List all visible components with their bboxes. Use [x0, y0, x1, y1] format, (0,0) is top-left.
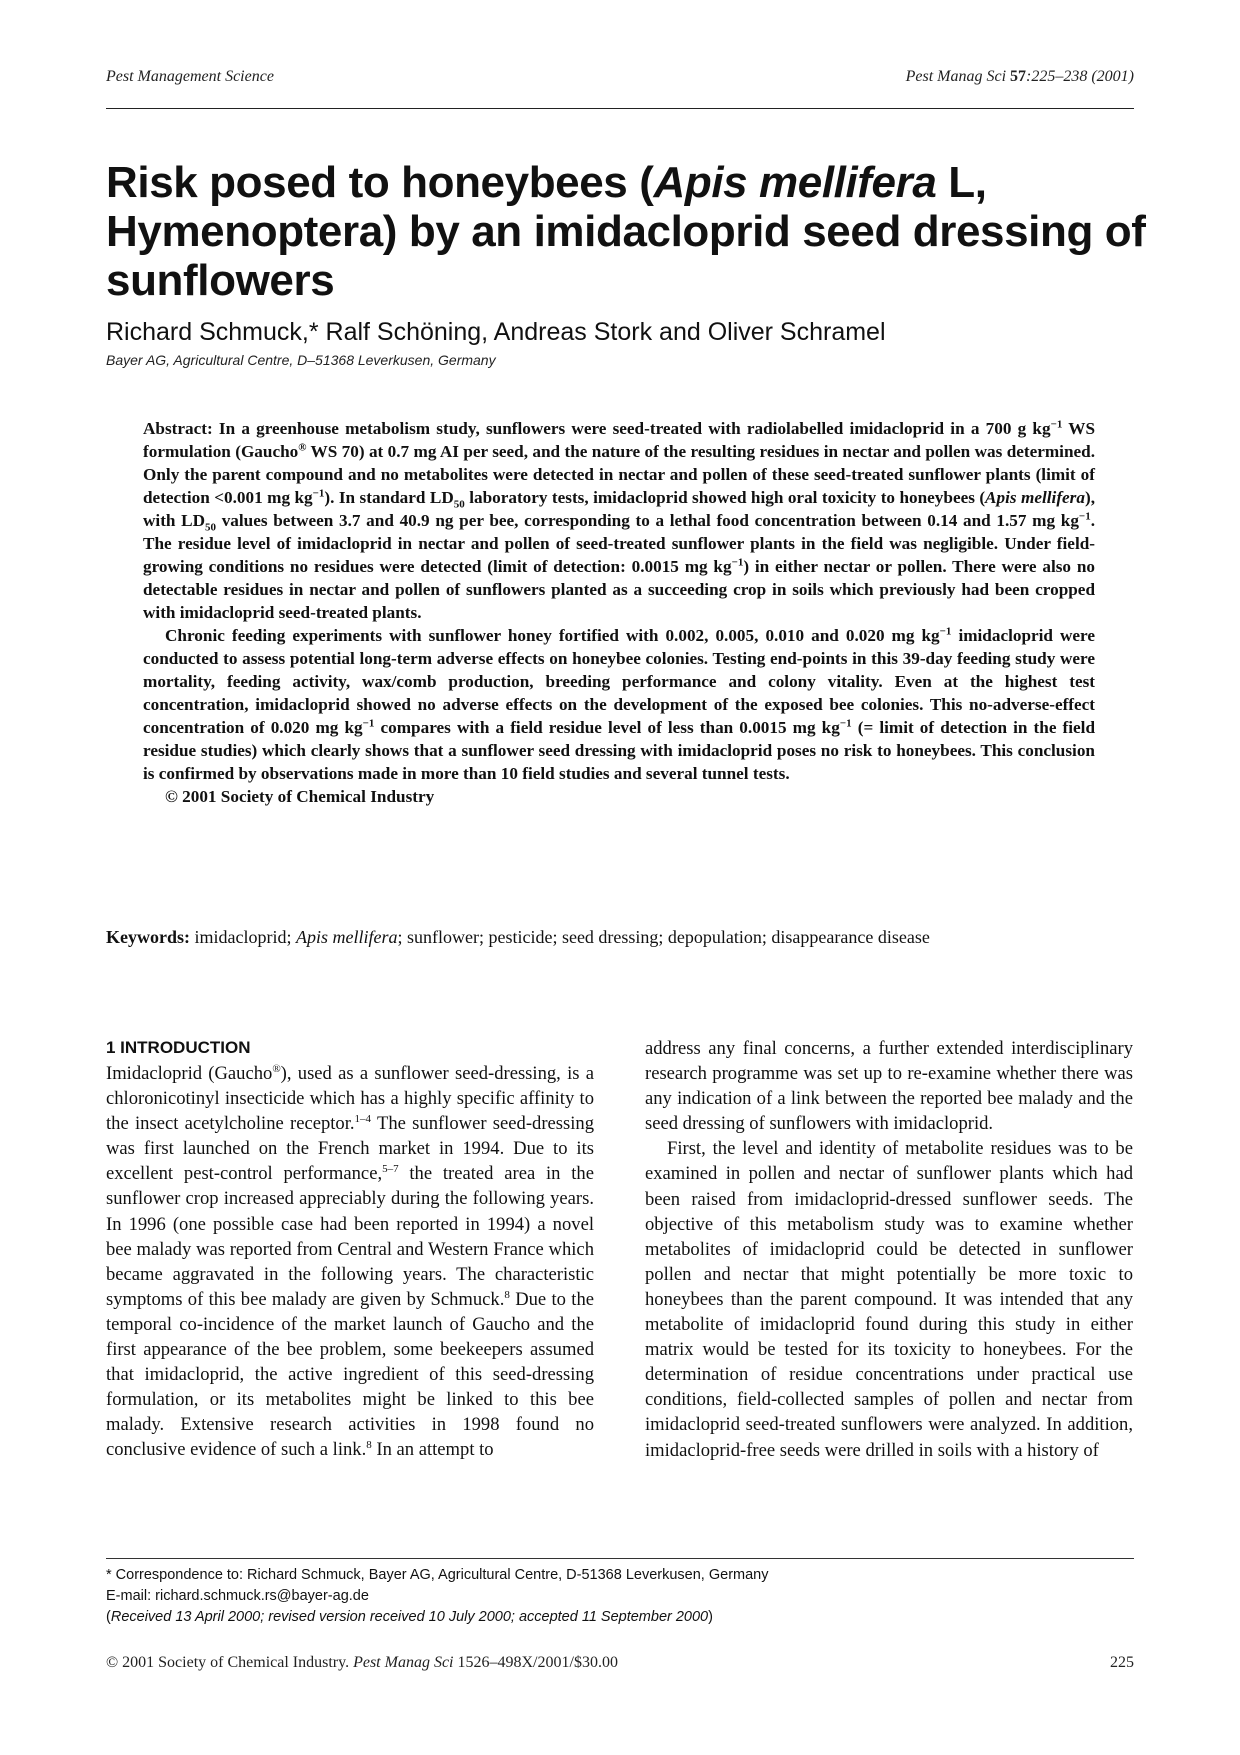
- intro-paragraph-1: Imidacloprid (Gaucho®), used as a sunflower seed-dressing, is a chloronicotinyl insecticide which has a highly specific affinity to the insect acetylcholine receptor.$^{1-4}$ The sunflower seed-dressing was first launched on the French market in 1994. Due to its excellent pest-control performance,$^{5-7}$ the treated area in the sunflower crop increased appreciably during the following years. In 1996 (one possible case had been reported in 1994) a novel bee malady was reported from Central and Western France which became aggravated in the following years. The characteristic symptoms of this bee malady are given by Schmuck.$^8$ Due to the temporal co-incidence of the market launch of Gaucho and the first appearance of the bee problem, some beekeepers assumed that imidacloprid, the active ingredient of this seed-dressing formulation, or its metabolites might be linked to this bee malady. Extensive research activities in 1998 found no conclusive evidence of such a link.$^8$ In an attempt to: [106, 1062, 594, 1461]
- footnote-email: E-mail: richard.schmuck.rs@bayer-ag.de: [106, 1588, 369, 1604]
- citation-ref: 8: [504, 1288, 510, 1301]
- abstract-paragraph-1: Abstract: In a greenhouse metabolism study, sunflowers were seed-treated with radiolabelled imidacloprid in a 700 g $kg^{-1}$ WS formulation (Gaucho® WS 70) at 0.7 mg AI per seed, and the nature of the resulting residues in nectar and pollen was determined. Only the parent compound and no metabolites were detected in nectar and pollen of these seed-treated sunflower plants (limit of detection <0.001 mg $kg^{-1}$). In standard $LD_{50}$ laboratory tests, imidacloprid showed high oral toxicity to honeybees (Apis mellifera), with $LD_{50}$ values between 3.7 and 40.9 ng per bee, corresponding to a lethal food concentration between 0.14 and 1.57 mg $kg^{-1}$. The residue level of imidacloprid in nectar and pollen of seed-treated sunflower plants in the field was negligible. Under field-growing conditions no residues were detected (limit of detection: 0.0015 mg $kg^{-1}$) in either nectar or pollen. There were also no detectable residues in nectar and pollen of sunflowers planted as a succeeding crop in soils which previously had been cropped with imidacloprid seed-treated plants.: [143, 418, 1096, 622]
- body-column-left: [106, 1061, 594, 1463]
- keywords: Keywords: imidacloprid; Apis mellifera; sunflower; pesticide; seed dressing; depopulation; disappearance disease: [106, 927, 930, 947]
- footnote-correspondence: * Correspondence to: Richard Schmuck, Bayer AG, Agricultural Centre, D-51368 Leverkusen, Germany: [106, 1567, 769, 1583]
- abstract-copyright: © 2001 Society of Chemical Industry: [165, 787, 435, 806]
- section-heading: 1 INTRODUCTION: [106, 1038, 251, 1057]
- running-head-citation: Pest Manag Sci 57:225–238 (2001): [905, 68, 1134, 85]
- body-column-right: [645, 1036, 1133, 1463]
- abstract-paragraph-2: Chronic feeding experiments with sunflower honey fortified with 0.002, 0.005, 0.010 and 0.020 mg $kg^{-1}$ imidacloprid were conducted to assess potential long-term adverse effects on honeybee colonies. Testing end-points in this 39-day feeding study were mortality, feeding activity, wax/comb production, breeding performance and colony vitality. Even at the highest test concentration, imidacloprid showed no adverse effects on the development of the exposed bee colonies. This no-adverse-effect concentration of 0.020 mg $kg^{-1}$ compares with a field residue level of less than 0.0015 mg $kg^{-1}$ (= limit of detection in the field residue studies) which clearly shows that a sunflower seed dressing with imidacloprid poses no risk to honeybees. This conclusion is confirmed by observations made in more than 10 field studies and several tunnel tests.: [143, 625, 1096, 783]
- footnote-received: (Received 13 April 2000; revised version received 10 July 2000; accepted 11 September 2000): [106, 1609, 713, 1625]
- citation-ref: 1–4: [354, 1113, 372, 1125]
- running-head-journal: Pest Management Science: [106, 68, 274, 85]
- page-number: 225: [1110, 1654, 1134, 1671]
- footer-copyright: © 2001 Society of Chemical Industry. Pest Manag Sci 1526–498X/2001/$30.00: [106, 1654, 618, 1671]
- author-list: Richard Schmuck,* Ralf Schöning, Andreas Stork and Oliver Schramel: [106, 318, 886, 346]
- citation-ref: 8: [366, 1439, 372, 1452]
- header-rule: [106, 108, 1134, 109]
- intro-paragraph-continued: address any final concerns, a further extended interdisciplinary research programme was set up to re-examine whether there was any indication of a link between the reported bee malady and the seed dressing of sunflowers with imidacloprid.: [645, 1038, 1133, 1135]
- citation-ref: 5–7: [382, 1163, 399, 1176]
- intro-paragraph-2: First, the level and identity of metabolite residues was to be examined in pollen and nectar of sunflower plants which had been raised from imidacloprid-dressed sunflower seeds. The objective of this metabolism study was to examine whether metabolites of imidacloprid could be detected in sunflower pollen and nectar that might potentially be more toxic to honeybees than the parent compound. It was intended that any metabolite of imidacloprid found during this study in either matrix would be tested for its toxicity to honeybees. For the determination of residue concentrations under practical use conditions, field-collected samples of pollen and nectar from imidacloprid seed-treated sunflowers were analyzed. In addition, imidacloprid-free seeds were drilled in soils with a history of: [645, 1138, 1133, 1461]
- abstract: [143, 417, 1095, 808]
- article-title: Risk posed to honeybees (Apis mellifera L, Hymenoptera) by an imidacloprid seed dressing of sunflowers: [106, 158, 1146, 305]
- footnote-rule: [106, 1558, 1134, 1559]
- affiliation: Bayer AG, Agricultural Centre, D–51368 Leverkusen, Germany: [106, 352, 496, 368]
